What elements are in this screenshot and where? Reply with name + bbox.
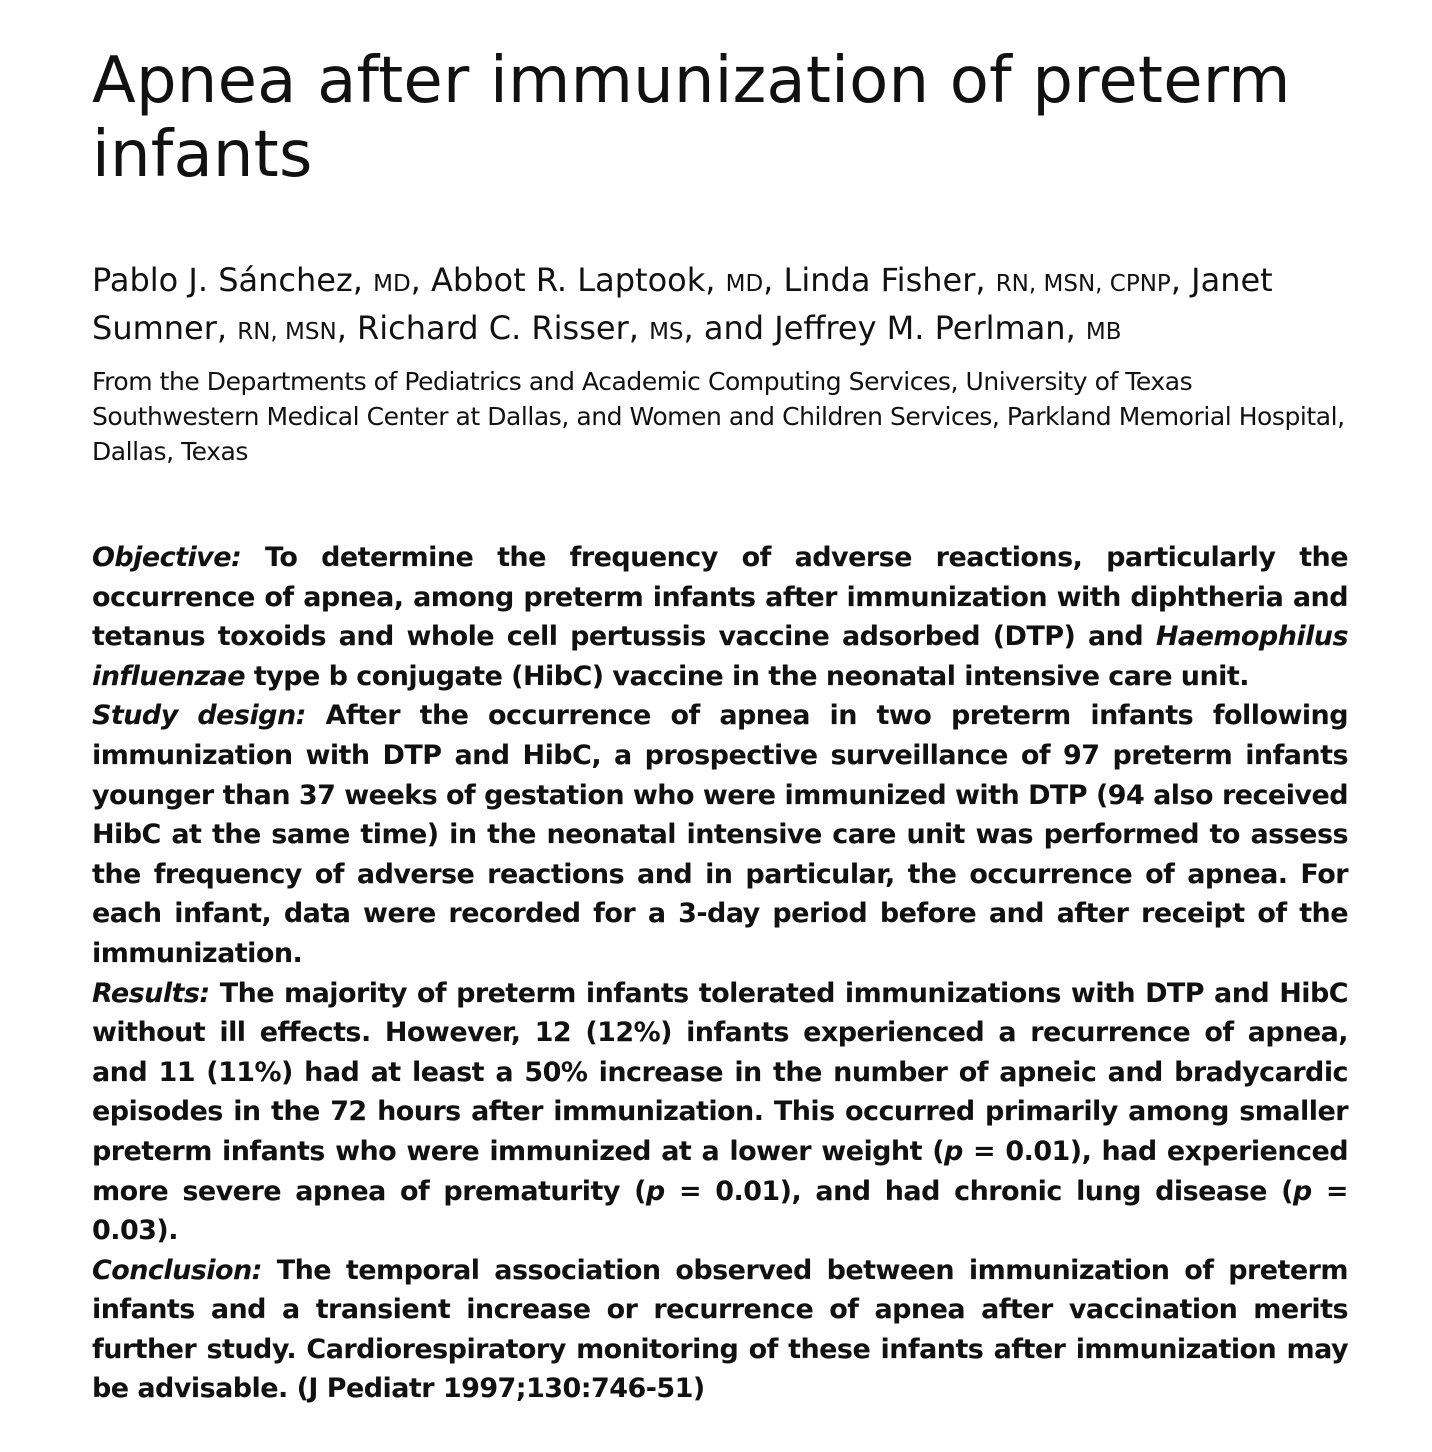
organism-name: Haemophilus influenzae: [92, 621, 1348, 692]
author-degrees: MD: [725, 271, 764, 297]
abstract-results: [92, 974, 1348, 1251]
p-value-symbol: p: [645, 1175, 665, 1207]
section-label: Results:: [92, 977, 210, 1009]
section-text: type b conjugate (HibC) vaccine in the neonatal intensive care unit.: [253, 660, 1249, 692]
section-label: Conclusion:: [92, 1254, 262, 1286]
section-text: After the occurrence of apnea in two preterm infants following immunization with DTP and HibC, a prospective surveillance of 97 preterm infants younger than 37 weeks of gestation who were immunized with DTP (94 also received HibC at the same time) in the neonatal intensive care unit was performed to assess the frequency of adverse reactions and in particular, the occurrence of apnea. For each infant, data were recorded for a 3-day period before and after receipt of the immunization.: [92, 700, 1348, 969]
section-text: = 0.01), and had chronic lung disease (: [664, 1175, 1293, 1207]
author-degrees: RN, MSN: [237, 319, 337, 345]
affiliation: From the Departments of Pediatrics and Academic Computing Services, University of Texas Southwestern Medical Center at Dallas, and Women and Children Services, Parkland Memorial Hospital, Dallas, Texas: [92, 367, 1345, 466]
author-name: Jeffrey M. Perlman: [774, 309, 1066, 347]
author-degrees: MB: [1085, 319, 1122, 345]
section-text: = 0.03).: [92, 1175, 1348, 1247]
author-name: Pablo J. Sánchez: [92, 261, 353, 299]
article-title: Apnea after immunization of preterm infants: [92, 44, 1291, 192]
section-label: Study design:: [92, 700, 306, 732]
author-connector: and: [703, 309, 765, 347]
section-text: = 0.01), had experienced more severe apnea of prematurity (: [92, 1135, 1348, 1207]
p-value-symbol: p: [1292, 1175, 1312, 1207]
abstract-objective: [92, 538, 1348, 696]
section-label: Objective:: [92, 542, 242, 573]
author-name: Richard C. Risser: [357, 309, 629, 347]
section-text: To determine the frequency of adverse reactions, particularly the occurrence of apnea, among preterm infants after immunization with diphtheria and tetanus toxoids and whole cell pertussis vaccine adsorbed (DTP) and: [92, 542, 1348, 653]
author-degrees: RN, MSN, CPNP: [995, 271, 1171, 297]
section-text: The temporal association observed between immunization of preterm infants and a transient increase or recurrence of apnea after vaccination merits further study. Cardiorespiratory monitoring of these infants after immunization may be advisable. (J Pediatr 1997;130:746-51): [92, 1254, 1349, 1405]
abstract-study-design: [92, 696, 1348, 973]
abstract: [92, 538, 1348, 1409]
author-name: Abbot R. Laptook: [431, 261, 706, 299]
p-value-symbol: p: [944, 1135, 963, 1167]
author-name: Janet Sumner: [92, 261, 1273, 347]
abstract-conclusion: [92, 1251, 1348, 1409]
author-name: Linda Fisher: [783, 261, 976, 299]
author-list: Pablo J. Sánchez, MD, Abbot R. Laptook, MD, Linda Fisher, RN, MSN, CPNP, Janet Sumner, RN, MSN, Richard C. Risser, MS, and Jeffrey M. Perlman, MB: [92, 261, 1273, 347]
author-degrees: MS: [649, 319, 684, 345]
author-degrees: MD: [373, 271, 411, 297]
section-text: The majority of preterm infants tolerated immunizations with DTP and HibC without ill effects. However, 12 (12%) infants experienced a recurrence of apnea, and 11 (11%) had at least a 50% increase in the number of apneic and bradycardic episodes in the 72 hours after immunization. This occurred primarily among smaller preterm infants who were immunized at a lower weight (: [92, 977, 1348, 1167]
